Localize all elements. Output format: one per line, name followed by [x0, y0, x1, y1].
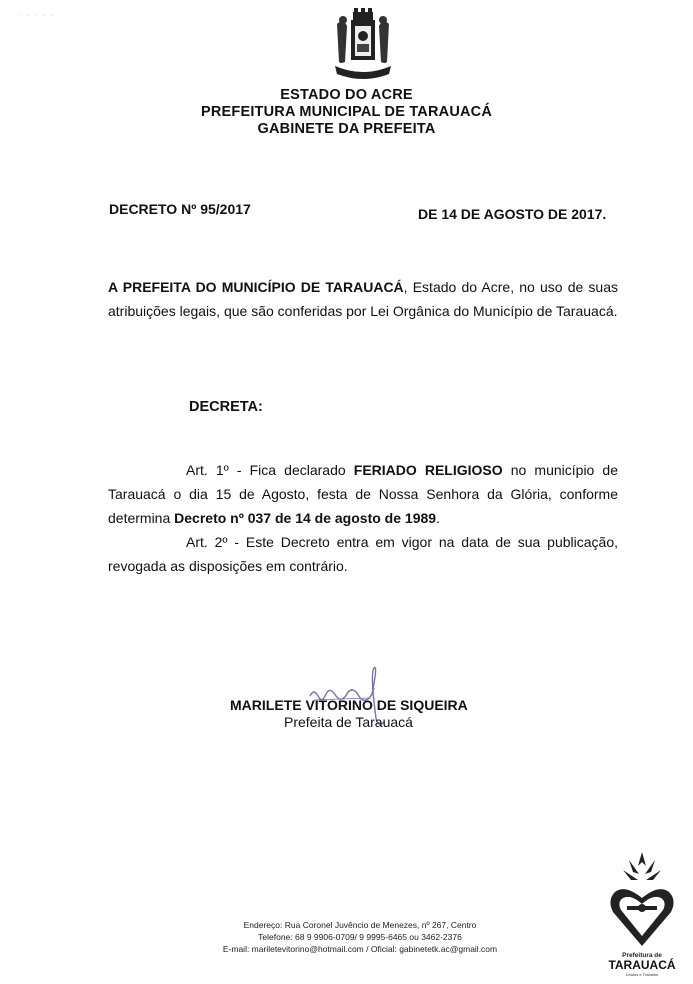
prefeitura-logo-icon	[605, 848, 679, 978]
header-prefeitura: PREFEITURA MUNICIPAL DE TARAUACÁ	[200, 104, 493, 120]
article-2: Art. 2º - Este Decreto entra em vigor na data de sua publicação, revogada as disposições em contrário.	[108, 534, 618, 574]
preamble-lead: A PREFEITA DO MUNICÍPIO DE TARAUACÁ	[108, 279, 404, 295]
logo-prefeitura-text: Prefeitura de	[622, 952, 662, 959]
footer-email: E-mail: mariletevitorino@hotmail.com / Oficial: gabinetetk.ac@gmail.com	[222, 944, 498, 954]
article-1-bold-b: Decreto nº 037 de 14 de agosto de 1989	[174, 510, 437, 526]
decreta-heading: DECRETA:	[189, 399, 263, 415]
article-1-text-b: no município de Tarauacá o dia 15 de Agosto, festa de Nossa Senhora da Glória, conforme determina	[108, 462, 619, 526]
signatory-title: Prefeita de Tarauacá	[284, 714, 413, 730]
logo-slogan-text: Unidos e Trabalho	[625, 972, 659, 977]
header-state: ESTADO DO ACRE	[280, 87, 413, 103]
article-1-text-a: Art. 1º - Fica declarado	[186, 462, 354, 478]
header-gabinete: GABINETE DA PREFEITA	[257, 121, 436, 137]
preamble-paragraph	[108, 275, 618, 323]
decree-date: DE 14 DE AGOSTO DE 2017.	[418, 206, 607, 222]
coat-of-arms-icon	[331, 6, 395, 84]
article-1-bold-a: FERIADO RELIGIOSO	[353, 462, 503, 478]
logo-tarauaca-text: TARAUACÁ	[608, 958, 676, 972]
preamble-rest: , Estado do Acre, no uso de suas atribuições legais, que são conferidas por Lei Orgânica do Município de Tarauacá.	[108, 279, 618, 319]
footer-phone: Telefone: 68 9 9906-0709/ 9 9995-6465 ou 3462-2376	[258, 932, 462, 942]
scan-mark: · · · · ·	[18, 12, 56, 19]
article-1-text-c: .	[436, 510, 440, 526]
footer-address: Endereço: Rua Coronel Juvêncio de Menezes, nº 267, Centro	[243, 920, 477, 930]
article-1	[108, 458, 618, 530]
signatory-name: MARILETE VITORINO DE SIQUEIRA	[230, 697, 468, 713]
decree-number: DECRETO Nº 95/2017	[109, 201, 251, 217]
